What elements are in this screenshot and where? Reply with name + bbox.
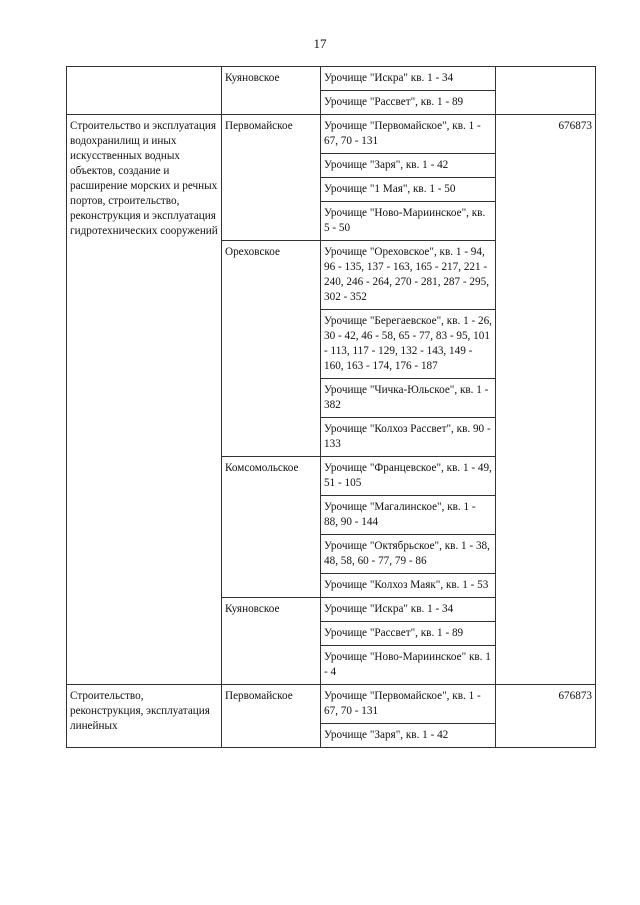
location-cell: Урочище "Первомайское", кв. 1 - 67, 70 - 131 — [321, 115, 496, 154]
settlement-cell: Ореховское — [222, 241, 321, 457]
code-cell: 676873 — [496, 115, 596, 685]
location-cell: Урочище "Колхоз Маяк", кв. 1 - 53 — [321, 574, 496, 598]
table-row — [67, 67, 596, 91]
location-cell: Урочище "Заря", кв. 1 - 42 — [321, 724, 496, 748]
purpose-cell — [67, 67, 222, 115]
table-row — [67, 685, 596, 724]
location-cell: Урочище "Октябрьское", кв. 1 - 38, 48, 58, 60 - 77, 79 - 86 — [321, 535, 496, 574]
page-number: 17 — [313, 36, 327, 51]
settlement-cell: Первомайское — [222, 685, 321, 748]
location-cell: Урочище "Первомайское", кв. 1 - 67, 70 - 131 — [321, 685, 496, 724]
purpose-cell: Строительство, реконструкция, эксплуатация линейных — [67, 685, 222, 748]
document-table — [66, 66, 596, 748]
location-cell: Урочище "Чичка-Юльское", кв. 1 - 382 — [321, 379, 496, 418]
location-cell: Урочище "Заря", кв. 1 - 42 — [321, 154, 496, 178]
location-cell: Урочище "Францевское", кв. 1 - 49, 51 - 105 — [321, 457, 496, 496]
code-cell: 676873 — [496, 685, 596, 748]
location-cell: Урочище "Магалинское", кв. 1 - 88, 90 - 144 — [321, 496, 496, 535]
settlement-cell: Куяновское — [222, 598, 321, 685]
location-cell: Урочище "Колхоз Рассвет", кв. 90 - 133 — [321, 418, 496, 457]
settlement-cell: Комсомольское — [222, 457, 321, 598]
location-cell: Урочище "Искра" кв. 1 - 34 — [321, 67, 496, 91]
location-cell: Урочище "Рассвет", кв. 1 - 89 — [321, 622, 496, 646]
location-cell: Урочище "Ново-Мариинское", кв. 5 - 50 — [321, 202, 496, 241]
location-cell: Урочище "Берегаевское", кв. 1 - 26, 30 - 42, 46 - 58, 65 - 77, 83 - 95, 101 - 113, 117 - 129, 132 - 143, 149 - 160, 163 - 174, 176 - 187 — [321, 310, 496, 379]
location-cell: Урочище "Ореховское", кв. 1 - 94, 96 - 135, 137 - 163, 165 - 217, 221 - 240, 246 - 264, 270 - 281, 287 - 295, 302 - 352 — [321, 241, 496, 310]
location-cell: Урочище "1 Мая", кв. 1 - 50 — [321, 178, 496, 202]
settlement-cell: Первомайское — [222, 115, 321, 241]
code-cell — [496, 67, 596, 115]
location-cell: Урочище "Рассвет", кв. 1 - 89 — [321, 91, 496, 115]
table-row — [67, 115, 596, 154]
purpose-cell: Строительство и эксплуатация водохранилищ и иных искусственных водных объектов, создание и расширение морских и речных портов, строительство, реконструкция и эксплуатация гидротехнических сооружений — [67, 115, 222, 685]
location-cell: Урочище "Ново-Мариинское" кв. 1 - 4 — [321, 646, 496, 685]
settlement-cell: Куяновское — [222, 67, 321, 115]
location-cell: Урочище "Искра" кв. 1 - 34 — [321, 598, 496, 622]
